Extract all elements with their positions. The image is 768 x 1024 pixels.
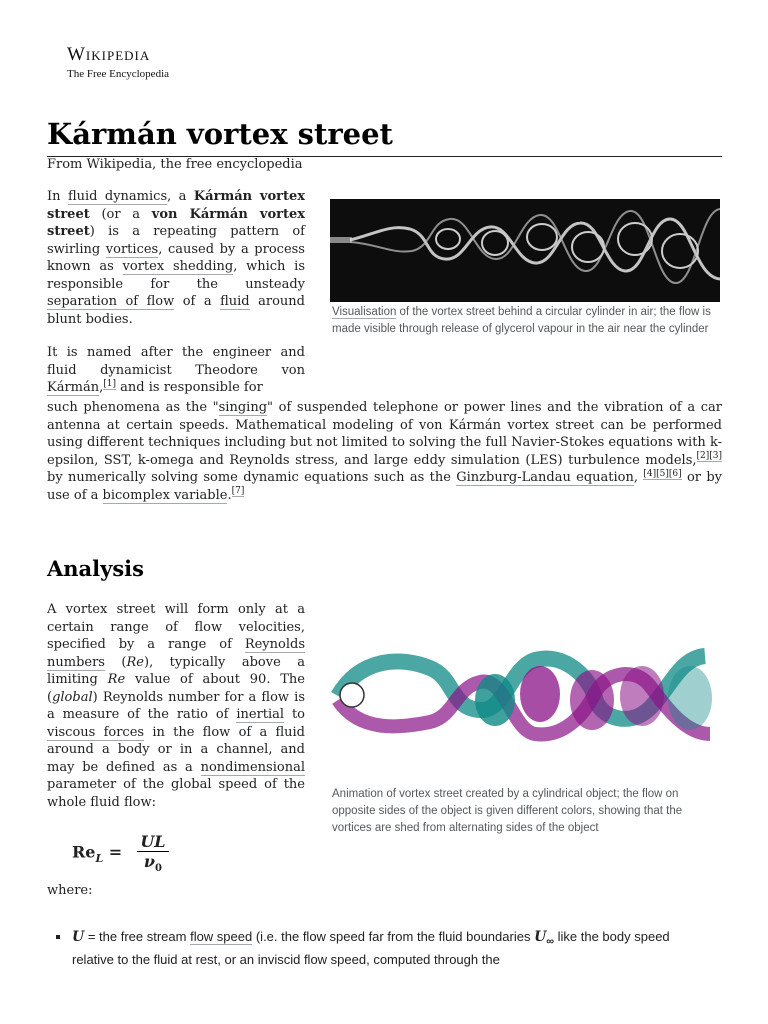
page-subtitle: From Wikipedia, the free encyclopedia (47, 157, 303, 172)
page-title: Kármán vortex street (47, 114, 722, 157)
italic-term: Re (126, 654, 144, 670)
text: , which is responsible for the unsteady (47, 259, 305, 292)
para2-part2 (47, 399, 722, 504)
link-nondimensional[interactable]: nondimensional (200, 759, 305, 775)
link-reynolds-numbers[interactable]: Reynolds numbers (47, 637, 305, 670)
text: " of suspended telephone or power lines and the vibration of a car antenna at certain speeds. Mathematical modeling of von Kármán vortex street can be performed using different techniques including but not limited to solving the full Navier-Stokes equations with k-epsilon, SST, k-omega and Reynolds stress, and large eddy simulation (LES) turbulence models, (47, 400, 722, 468)
logo-tagline: The Free Encyclopedia (67, 68, 170, 80)
text: by numerically solving some dynamic equations such as the (47, 470, 457, 485)
logo-wordmark: Wikipedia (67, 44, 151, 65)
link-flow-speed[interactable]: flow speed (190, 929, 253, 944)
infinity-sub: ∞ (546, 935, 555, 948)
link-inertial[interactable]: inertial (236, 707, 285, 722)
text: ) is a repeating pattern of swirling (47, 224, 305, 257)
link-vortices[interactable]: vortices (105, 241, 159, 257)
figure2-caption: Animation of vortex street created by a cylindrical object; the flow on opposite sides of the object is given different colors, showing that the vortices are shed from alternating sides of the object (332, 788, 683, 834)
link-fluid[interactable]: fluid (220, 294, 250, 309)
list-item (72, 928, 712, 969)
link-karman[interactable]: Kármán (47, 380, 100, 395)
text: value of about 90. The ( (47, 672, 305, 705)
variable-u: U (72, 929, 85, 945)
link-bicomplex-variable[interactable]: bicomplex variable (102, 487, 228, 503)
formula-lhs: Re (72, 842, 96, 862)
bold-term: von Kármán vortex street (47, 206, 305, 239)
smoke-visualisation-graphic (330, 199, 720, 302)
nu: ν (143, 852, 156, 871)
text: to (284, 707, 306, 722)
text: A vortex street will form only at a certain range of flow velocities, specified by a range of (47, 602, 305, 652)
wikipedia-logo[interactable] (67, 44, 169, 80)
link-visualisation[interactable]: Visualisation (332, 306, 397, 318)
text: or by use of a (47, 470, 722, 503)
text: such phenomena as the " (47, 400, 219, 415)
text: like the body speed relative to the fluid at rest, or an inviscid flow speed, computed through the (72, 929, 670, 967)
ref-1[interactable]: [1] (103, 378, 117, 389)
vortex-animation-graphic (330, 638, 720, 756)
italic-term: Re (107, 672, 126, 687)
text: It is named after the engineer and fluid dynamicist Theodore von (47, 345, 305, 378)
text: (i.e. the flow speed far from the fluid boundaries (252, 929, 535, 944)
vortex-animation-image[interactable] (330, 638, 720, 756)
text: . (227, 487, 232, 503)
figure1-caption (332, 304, 720, 338)
text: In (47, 189, 68, 204)
caption-text: of the vortex street behind a circular cylinder in air; the flow is made visible through release of glycerol vapour in the air near the cylinder (332, 306, 711, 335)
text: around blunt bodies. (47, 294, 305, 327)
formula-eq: = (103, 842, 128, 862)
text: in the flow of a fluid around a body or in a channel, and may be defined as a (47, 724, 305, 775)
formula-lhs-sub: L (95, 851, 104, 865)
section-heading-analysis: Analysis (47, 556, 144, 581)
formula-denominator (137, 852, 168, 874)
text: of a (174, 294, 221, 309)
text: ) Reynolds number for a flow is a measure of the ratio of (47, 689, 305, 722)
formula-numerator: UL (137, 832, 168, 852)
text: parameter of the global speed of the whole fluid flow: (47, 777, 305, 810)
analysis-paragraph (47, 601, 305, 811)
reynolds-formula (72, 832, 169, 874)
link-ginzburg-landau[interactable]: Ginzburg-Landau equation (456, 470, 634, 485)
text: ( (104, 654, 127, 670)
ref-5[interactable]: [5] (656, 468, 669, 479)
variable-u-inf: U (534, 929, 547, 945)
where-label: where: (47, 883, 93, 898)
link-viscous-forces[interactable]: viscous forces (47, 724, 145, 740)
ref-3[interactable]: [3] (709, 451, 722, 462)
italic-term: global (52, 689, 93, 705)
link-singing[interactable]: singing (218, 400, 268, 415)
vortex-smoke-image[interactable] (330, 199, 720, 302)
link-separation-of-flow[interactable]: separation of flow (47, 294, 175, 309)
text: , a (167, 189, 194, 204)
intro-paragraph (47, 188, 305, 328)
ref-6[interactable]: [6] (668, 468, 682, 479)
text: and is responsible for (116, 380, 263, 395)
formula-fraction (137, 832, 168, 874)
text: , (99, 380, 104, 395)
link-fluid-dynamics[interactable]: fluid dynamics (67, 189, 168, 204)
ref-7[interactable]: [7] (231, 486, 245, 497)
para2-part1 (47, 344, 305, 397)
link-vortex-shedding[interactable]: vortex shedding (122, 259, 234, 274)
text: , caused by a process known as (47, 241, 305, 274)
text: = the free stream (84, 929, 191, 944)
bold-term: Kármán vortex street (47, 189, 305, 222)
text: , (633, 470, 644, 485)
ref-2[interactable]: [2] (696, 451, 710, 462)
text: (or a (89, 206, 152, 222)
text: ), typically above a limiting (47, 654, 305, 687)
nu-sub: 0 (155, 863, 162, 875)
ref-4[interactable]: [4] (643, 468, 657, 479)
